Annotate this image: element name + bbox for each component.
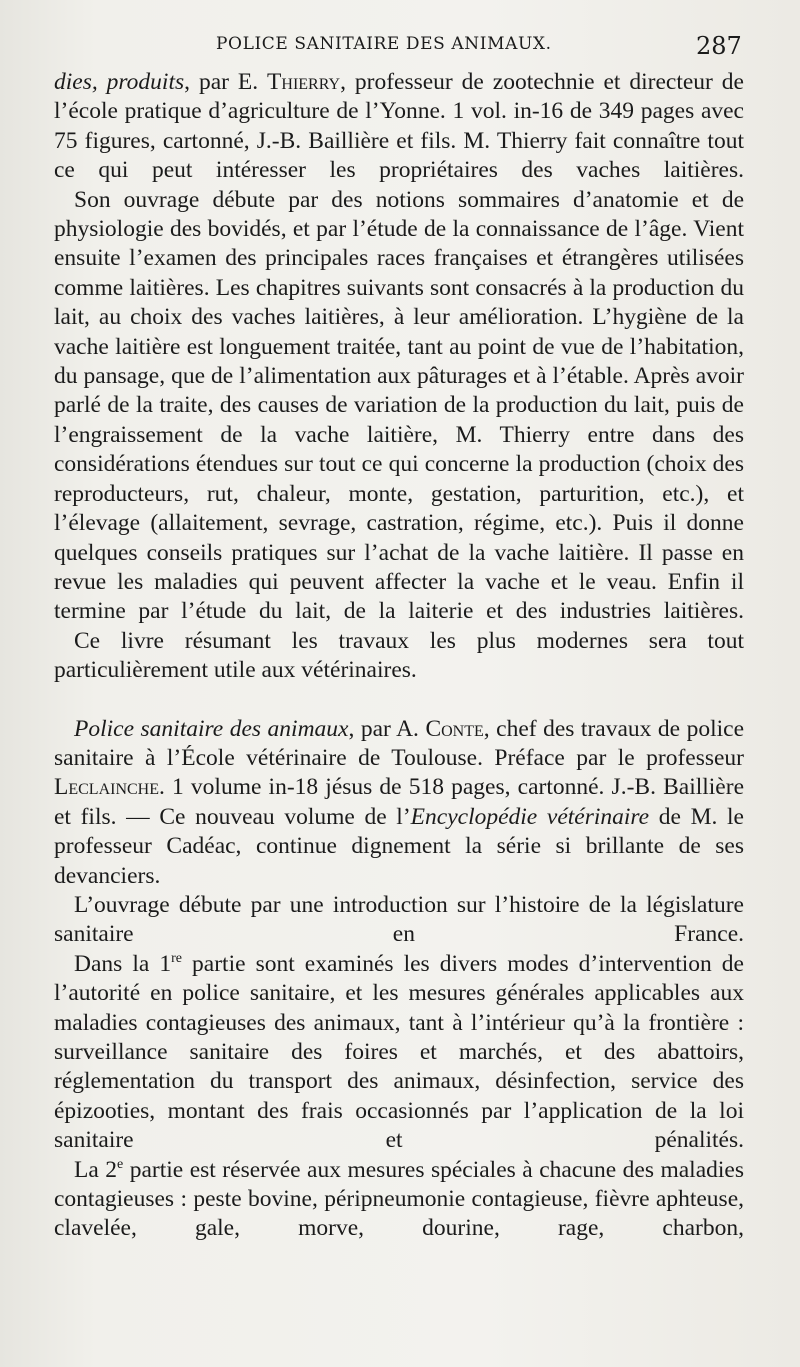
- author-name: Conte: [425, 715, 484, 742]
- running-head: POLICE SANITAIRE DES ANIMAUX.: [216, 34, 552, 54]
- review-conte-paragraph-3: Dans la 1re partie sont examinés les divers modes d’intervention de l’autorité en police sanitaire, et les mesures générales applicables aux maladies contagieuses des animaux, tant à l’intérieur qu’à la frontière : surveillance sanitaire des foires et marchés, et des abattoirs, réglementation du transport des animaux, désinfection, service des épizooties, montant des frais occasionnés par l’application de la loi sanitaire et pénalités.: [54, 950, 744, 1154]
- section-gap: [54, 686, 744, 715]
- review-thierry-paragraph-2: Son ouvrage débute par des notions sommaires d’anatomie et de physiologie des bovidés, et par l’étude de la connaissance de l’âge. Vient ensuite l’examen des principales races françaises et étrangères utilisées comme laitières. Les chapitres suivants sont consacrés à la production du lait, au choix des vaches laitières, à leur amélioration. L’hygiène de la vache laitière est longuement traitée, tant au point de vue de l’habitation, du pansage, que de l’alimentation aux pâturages et à l’étable. Après avoir parlé de la traite, des causes de variation de la production du lait, puis de l’engraissement de la vache laitière, M. Thierry entre dans des considérations étendues sur tout ce qui concerne la production (choix des reproducteurs, rut, chaleur, monte, gestation, parturition, etc.), et l’élevage (allaitement, sevrage, castration, régime, etc.). Puis il donne quelques conseils pratiques sur l’achat de la vache laitière. Il passe en revue les maladies qui peuvent affecter la vache et le veau. Enfin il termine par l’étude du lait, de la laiterie et des industries laitières.: [54, 186, 744, 625]
- book-title: Police sanitaire des animaux: [74, 715, 349, 742]
- series-title: Encyclopédie vétérinaire: [410, 803, 650, 830]
- review-thierry-paragraph-3: Ce livre résumant les travaux les plus modernes sera tout particulièrement utile aux vétérinaires.: [54, 627, 744, 684]
- book-title-fragment: dies, produits: [54, 69, 185, 95]
- review-conte-paragraph-1: Police sanitaire des animaux, par A. Conte, chef des travaux de police sanitaire à l’École vétérinaire de Toulouse. Préface par le professeur Leclainche. 1 volume in-18 jésus de 518 pages, cartonné. J.-B. Baillière et fils. — Ce nouveau volume de l’Encyclopédie vétérinaire de M. le professeur Cadéac, continue dignement la série si brillante de ses devanciers.: [54, 715, 745, 889]
- body-text: [54, 68, 744, 1244]
- author-name: Thierry: [267, 69, 341, 95]
- preface-author: Leclainche: [54, 774, 160, 801]
- review-conte-paragraph-2: L’ouvrage débute par une introduction sur l’histoire de la législature sanitaire en France.: [54, 891, 744, 948]
- review-thierry-paragraph-1: dies, produits, par E. Thierry, professeur de zootechnie et directeur de l’école pratique d’agriculture de l’Yonne. 1 vol. in-16 de 349 pages avec 75 figures, cartonné, J.-B. Baillière et fils. M. Thierry fait connaître tout ce qui peut intéresser les propriétaires des vaches laitières.: [54, 69, 744, 184]
- page-number: 287: [696, 32, 742, 60]
- review-conte-paragraph-4: La 2e partie est réservée aux mesures spéciales à chacune des maladies contagieuses : peste bovine, péripneumonie contagieuse, fièvre aphteuse, clavelée, gale, morve, dourine, rage, charbon,: [54, 1156, 744, 1242]
- page-header: [0, 30, 800, 60]
